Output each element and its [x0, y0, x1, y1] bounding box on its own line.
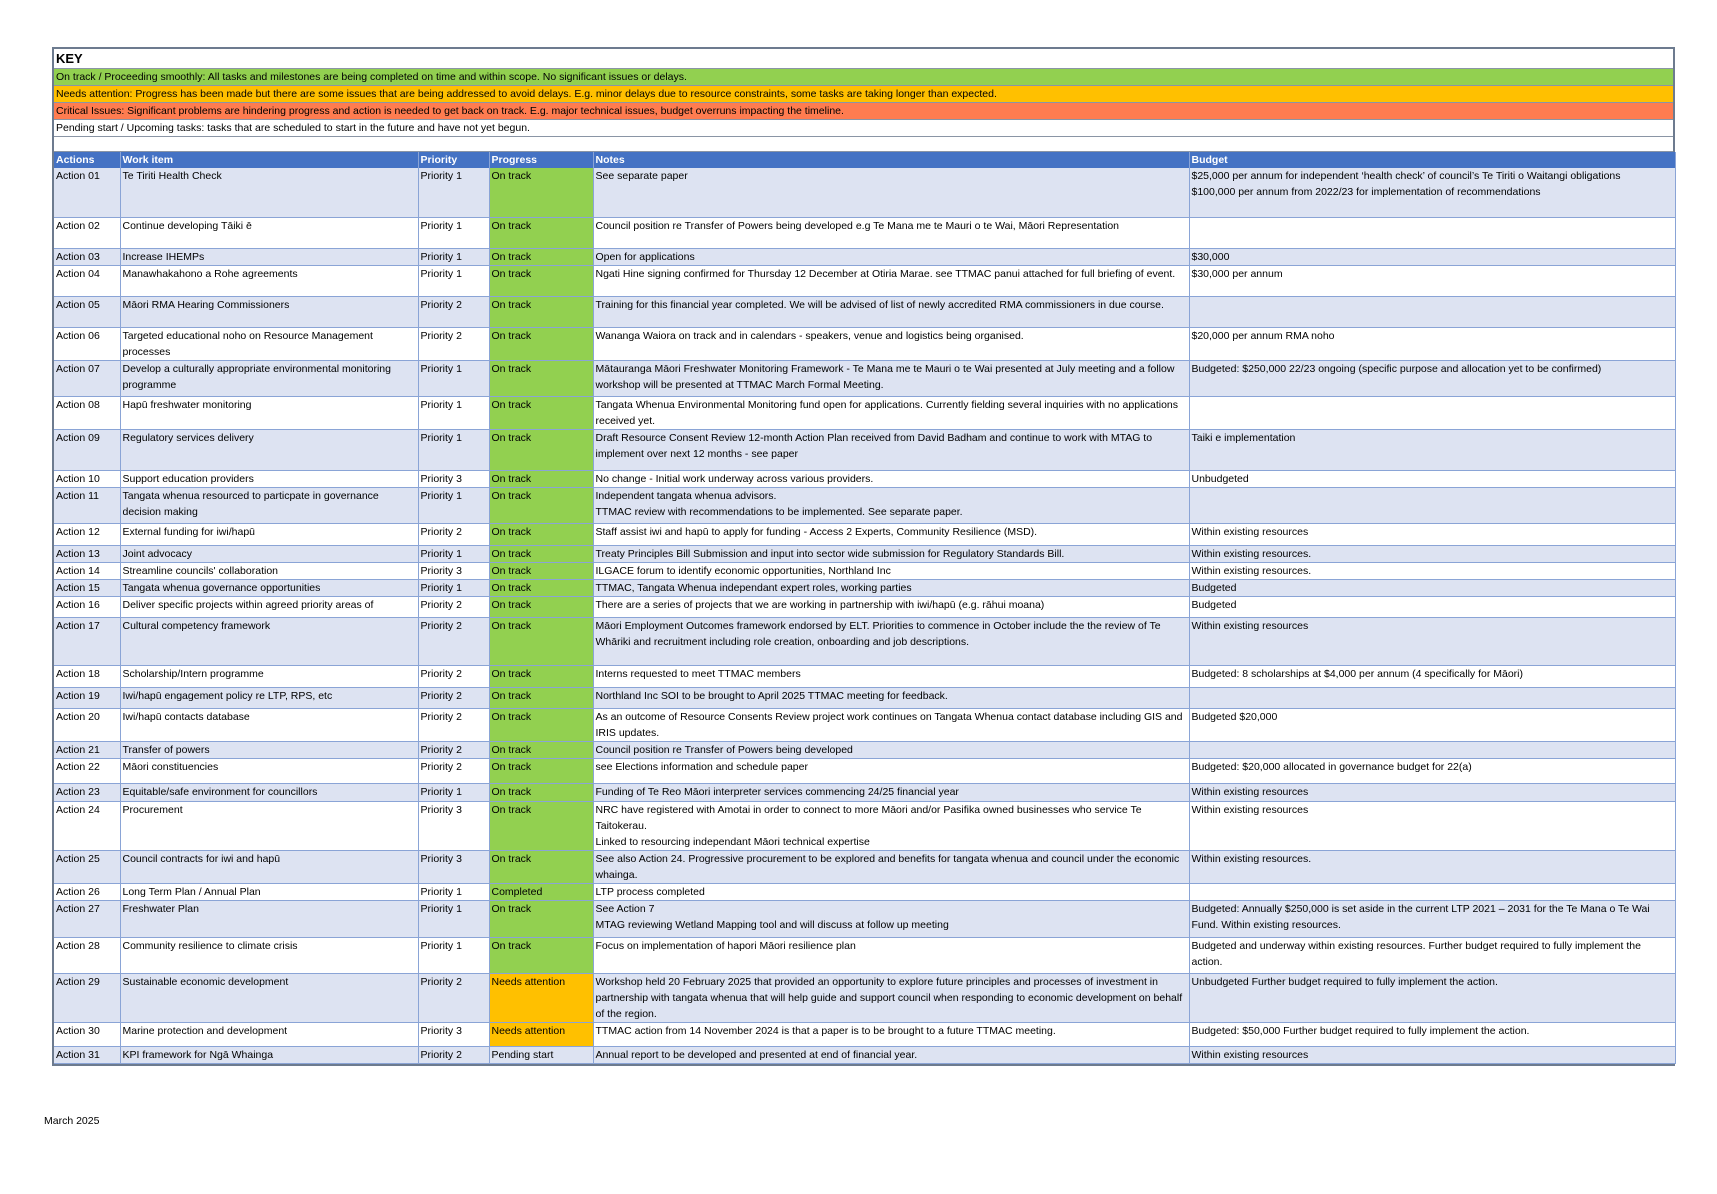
cell-work: Te Tiriti Health Check [120, 168, 418, 217]
cell-budget: Budgeted: $50,000 Further budget required to fully implement the action. [1189, 1022, 1675, 1046]
cell-work: Council contracts for iwi and hapū [120, 850, 418, 883]
cell-work: Transfer of powers [120, 741, 418, 758]
cell-action: Action 17 [54, 617, 120, 665]
cell-work: Regulatory services delivery [120, 429, 418, 470]
cell-progress: On track [489, 360, 593, 396]
table-row [54, 296, 1675, 327]
table-row [54, 1046, 1675, 1063]
cell-priority: Priority 2 [418, 741, 489, 758]
cell-priority: Priority 1 [418, 545, 489, 562]
table-row [54, 562, 1675, 579]
column-header: Budget [1189, 152, 1675, 168]
cell-action: Action 02 [54, 217, 120, 248]
cell-work: Freshwater Plan [120, 900, 418, 937]
cell-action: Action 30 [54, 1022, 120, 1046]
cell-action: Action 12 [54, 523, 120, 545]
cell-priority: Priority 2 [418, 296, 489, 327]
cell-priority: Priority 2 [418, 327, 489, 360]
cell-notes: Northland Inc SOI to be brought to April 2025 TTMAC meeting for feedback. [593, 687, 1189, 708]
cell-work: Sustainable economic development [120, 973, 418, 1022]
cell-progress: On track [489, 429, 593, 470]
cell-action: Action 06 [54, 327, 120, 360]
column-header: Actions [54, 152, 120, 168]
table-row [54, 360, 1675, 396]
cell-progress: On track [489, 850, 593, 883]
table-row [54, 168, 1675, 217]
status-report [52, 47, 1675, 1066]
cell-action: Action 24 [54, 801, 120, 850]
cell-budget [1189, 687, 1675, 708]
cell-progress: On track [489, 665, 593, 687]
cell-work: Targeted educational noho on Resource Management processes [120, 327, 418, 360]
cell-action: Action 26 [54, 883, 120, 900]
cell-progress: Needs attention [489, 973, 593, 1022]
cell-work: Deliver specific projects within agreed priority areas of [120, 596, 418, 617]
cell-notes: Open for applications [593, 248, 1189, 265]
cell-priority: Priority 1 [418, 168, 489, 217]
cell-budget [1189, 217, 1675, 248]
cell-notes: see Elections information and schedule paper [593, 758, 1189, 783]
cell-notes: Treaty Principles Bill Submission and input into sector wide submission for Regulatory Standards Bill. [593, 545, 1189, 562]
cell-budget: Budgeted: Annually $250,000 is set aside in the current LTP 2021 – 2031 for the Te Mana o Te Wai Fund. Within existing resources. [1189, 900, 1675, 937]
cell-priority: Priority 1 [418, 429, 489, 470]
cell-budget: Budgeted: $250,000 22/23 ongoing (specific purpose and allocation yet to be confirmed) [1189, 360, 1675, 396]
cell-action: Action 11 [54, 487, 120, 523]
cell-work: Tangata whenua resourced to particpate in governance decision making [120, 487, 418, 523]
cell-action: Action 21 [54, 741, 120, 758]
cell-progress: On track [489, 168, 593, 217]
cell-notes: There are a series of projects that we are working in partnership with iwi/hapū (e.g. rāhui moana) [593, 596, 1189, 617]
cell-notes: Māori Employment Outcomes framework endorsed by ELT. Priorities to commence in October include the the review of Te Whāriki and recruitment including role creation, onboarding and job descriptions. [593, 617, 1189, 665]
cell-budget: Budgeted [1189, 596, 1675, 617]
cell-budget: $20,000 per annum RMA noho [1189, 327, 1675, 360]
table-header-row [54, 152, 1675, 168]
key-item: On track / Proceeding smoothly: All tasks and milestones are being completed on time and within scope. No significant issues or delays. [54, 69, 1673, 86]
cell-action: Action 25 [54, 850, 120, 883]
table-row [54, 470, 1675, 487]
cell-action: Action 20 [54, 708, 120, 741]
cell-budget: Within existing resources. [1189, 562, 1675, 579]
cell-work: Cultural competency framework [120, 617, 418, 665]
cell-budget: Within existing resources [1189, 801, 1675, 850]
cell-priority: Priority 1 [418, 217, 489, 248]
cell-notes: Council position re Transfer of Powers being developed [593, 741, 1189, 758]
cell-notes: Council position re Transfer of Powers being developed e.g Te Mana me te Mauri o te Wai, Māori Representation [593, 217, 1189, 248]
table-row [54, 523, 1675, 545]
cell-notes: Ngati Hine signing confirmed for Thursday 12 December at Otiria Marae. see TTMAC panui attached for full briefing of event. [593, 265, 1189, 296]
column-header: Progress [489, 152, 593, 168]
cell-notes: LTP process completed [593, 883, 1189, 900]
cell-budget: Unbudgeted Further budget required to fully implement the action. [1189, 973, 1675, 1022]
cell-budget: Budgeted [1189, 579, 1675, 596]
cell-action: Action 18 [54, 665, 120, 687]
cell-notes: Annual report to be developed and presented at end of financial year. [593, 1046, 1189, 1063]
cell-work: KPI framework for Ngā Whainga [120, 1046, 418, 1063]
table-row [54, 687, 1675, 708]
table-row [54, 248, 1675, 265]
cell-budget: Within existing resources [1189, 617, 1675, 665]
cell-work: Iwi/hapū engagement policy re LTP, RPS, etc [120, 687, 418, 708]
cell-progress: Completed [489, 883, 593, 900]
cell-action: Action 07 [54, 360, 120, 396]
cell-budget: Budgeted: 8 scholarships at $4,000 per annum (4 specifically for Māori) [1189, 665, 1675, 687]
cell-work: Streamline councils' collaboration [120, 562, 418, 579]
cell-work: Equitable/safe environment for councillors [120, 783, 418, 801]
cell-progress: On track [489, 396, 593, 429]
cell-progress: On track [489, 617, 593, 665]
cell-work: Marine protection and development [120, 1022, 418, 1046]
key-legend [54, 69, 1673, 137]
table-row [54, 487, 1675, 523]
cell-notes: NRC have registered with Amotai in order to connect to more Māori and/or Pasifika owned businesses who service Te Taitokerau. Linked to resourcing independant Māori technical expertise [593, 801, 1189, 850]
table-row [54, 617, 1675, 665]
spacer-row [54, 137, 1673, 152]
key-item: Pending start / Upcoming tasks: tasks that are scheduled to start in the future and have not yet begun. [54, 120, 1673, 137]
cell-priority: Priority 2 [418, 596, 489, 617]
table-row [54, 545, 1675, 562]
cell-priority: Priority 1 [418, 396, 489, 429]
cell-notes: TTMAC, Tangata Whenua independant expert roles, working parties [593, 579, 1189, 596]
cell-action: Action 15 [54, 579, 120, 596]
cell-progress: On track [489, 579, 593, 596]
cell-progress: On track [489, 265, 593, 296]
cell-priority: Priority 2 [418, 687, 489, 708]
cell-priority: Priority 1 [418, 487, 489, 523]
cell-notes: Tangata Whenua Environmental Monitoring fund open for applications. Currently fielding several inquiries with no applications received yet. [593, 396, 1189, 429]
table-row [54, 1022, 1675, 1046]
cell-priority: Priority 2 [418, 617, 489, 665]
cell-notes: Interns requested to meet TTMAC members [593, 665, 1189, 687]
cell-progress: On track [489, 801, 593, 850]
cell-work: Long Term Plan / Annual Plan [120, 883, 418, 900]
cell-priority: Priority 3 [418, 470, 489, 487]
table-row [54, 900, 1675, 937]
cell-action: Action 04 [54, 265, 120, 296]
cell-budget: Within existing resources. [1189, 545, 1675, 562]
cell-budget: $30,000 [1189, 248, 1675, 265]
cell-priority: Priority 2 [418, 523, 489, 545]
cell-notes: As an outcome of Resource Consents Review project work continues on Tangata Whenua contact database including GIS and IRIS updates. [593, 708, 1189, 741]
cell-work: Tangata whenua governance opportunities [120, 579, 418, 596]
table-body [54, 168, 1675, 1063]
cell-priority: Priority 2 [418, 973, 489, 1022]
cell-progress: On track [489, 248, 593, 265]
cell-action: Action 29 [54, 973, 120, 1022]
cell-progress: On track [489, 523, 593, 545]
cell-work: Increase IHEMPs [120, 248, 418, 265]
cell-work: Procurement [120, 801, 418, 850]
cell-action: Action 23 [54, 783, 120, 801]
cell-priority: Priority 3 [418, 801, 489, 850]
cell-progress: On track [489, 900, 593, 937]
cell-budget [1189, 487, 1675, 523]
cell-work: Community resilience to climate crisis [120, 937, 418, 973]
table-row [54, 850, 1675, 883]
table-row [54, 801, 1675, 850]
cell-notes: Independent tangata whenua advisors. TTMAC review with recommendations to be implemented. See separate paper. [593, 487, 1189, 523]
cell-budget [1189, 296, 1675, 327]
cell-work: Iwi/hapū contacts database [120, 708, 418, 741]
cell-progress: On track [489, 937, 593, 973]
cell-work: Māori RMA Hearing Commissioners [120, 296, 418, 327]
cell-work: Manawhakahono a Rohe agreements [120, 265, 418, 296]
cell-action: Action 10 [54, 470, 120, 487]
column-header: Notes [593, 152, 1189, 168]
cell-action: Action 14 [54, 562, 120, 579]
cell-progress: On track [489, 545, 593, 562]
cell-priority: Priority 2 [418, 665, 489, 687]
table-row [54, 265, 1675, 296]
cell-progress: On track [489, 217, 593, 248]
cell-action: Action 09 [54, 429, 120, 470]
table-row [54, 327, 1675, 360]
table-row [54, 579, 1675, 596]
cell-work: Support education providers [120, 470, 418, 487]
cell-notes: Focus on implementation of hapori Māori resilience plan [593, 937, 1189, 973]
cell-priority: Priority 2 [418, 758, 489, 783]
cell-progress: On track [489, 296, 593, 327]
cell-action: Action 19 [54, 687, 120, 708]
cell-progress: On track [489, 327, 593, 360]
cell-progress: On track [489, 758, 593, 783]
cell-budget: Within existing resources [1189, 523, 1675, 545]
cell-progress: On track [489, 741, 593, 758]
cell-notes: Draft Resource Consent Review 12-month Action Plan received from David Badham and continue to work with MTAG to implement over next 12 months - see paper [593, 429, 1189, 470]
table-row [54, 883, 1675, 900]
cell-work: Continue developing Tāiki ē [120, 217, 418, 248]
cell-work: Māori constituencies [120, 758, 418, 783]
table-row [54, 217, 1675, 248]
table-row [54, 783, 1675, 801]
cell-work: Joint advocacy [120, 545, 418, 562]
cell-work: Scholarship/Intern programme [120, 665, 418, 687]
cell-priority: Priority 2 [418, 1046, 489, 1063]
cell-budget: Within existing resources [1189, 1046, 1675, 1063]
cell-action: Action 03 [54, 248, 120, 265]
cell-priority: Priority 1 [418, 783, 489, 801]
cell-priority: Priority 1 [418, 883, 489, 900]
cell-budget: $30,000 per annum [1189, 265, 1675, 296]
cell-priority: Priority 1 [418, 579, 489, 596]
footer-date: March 2025 [44, 1115, 100, 1127]
cell-budget: Budgeted and underway within existing resources. Further budget required to fully implement the action. [1189, 937, 1675, 973]
cell-work: External funding for iwi/hapū [120, 523, 418, 545]
cell-action: Action 31 [54, 1046, 120, 1063]
cell-notes: See Action 7 MTAG reviewing Wetland Mapping tool and will discuss at follow up meeting [593, 900, 1189, 937]
cell-budget: Within existing resources [1189, 783, 1675, 801]
column-header: Priority [418, 152, 489, 168]
cell-priority: Priority 3 [418, 1022, 489, 1046]
cell-action: Action 22 [54, 758, 120, 783]
table-row [54, 429, 1675, 470]
cell-budget [1189, 883, 1675, 900]
cell-progress: Pending start [489, 1046, 593, 1063]
table-row [54, 741, 1675, 758]
cell-budget: $25,000 per annum for independent ‘health check’ of council’s Te Tiriti o Waitangi obligations $100,000 per annum from 2022/23 for implementation of recommendations [1189, 168, 1675, 217]
cell-progress: On track [489, 470, 593, 487]
cell-priority: Priority 2 [418, 708, 489, 741]
actions-table [54, 152, 1676, 1064]
key-item: Critical Issues: Significant problems are hindering progress and action is needed to get back on track. E.g. major technical issues, budget overruns impacting the timeline. [54, 103, 1673, 120]
cell-budget [1189, 741, 1675, 758]
cell-priority: Priority 1 [418, 900, 489, 937]
cell-notes: No change - Initial work underway across various providers. [593, 470, 1189, 487]
cell-notes: Funding of Te Reo Māori interpreter services commencing 24/25 financial year [593, 783, 1189, 801]
cell-progress: Needs attention [489, 1022, 593, 1046]
cell-notes: Wananga Waiora on track and in calendars - speakers, venue and logistics being organised. [593, 327, 1189, 360]
cell-action: Action 28 [54, 937, 120, 973]
table-row [54, 396, 1675, 429]
cell-action: Action 01 [54, 168, 120, 217]
cell-notes: Workshop held 20 February 2025 that provided an opportunity to explore future principles and processes of investment in partnership with tangata whenua that will help guide and support council when responding to economic development on behalf of the region. [593, 973, 1189, 1022]
cell-progress: On track [489, 562, 593, 579]
cell-progress: On track [489, 687, 593, 708]
cell-notes: See also Action 24. Progressive procurement to be explored and benefits for tangata whenua and council under the economic whainga. [593, 850, 1189, 883]
cell-action: Action 27 [54, 900, 120, 937]
table-row [54, 758, 1675, 783]
table-row [54, 937, 1675, 973]
cell-budget: Within existing resources. [1189, 850, 1675, 883]
key-item: Needs attention: Progress has been made but there are some issues that are being addressed to avoid delays. E.g. minor delays due to resource constraints, some tasks are taking longer than expected. [54, 86, 1673, 103]
cell-priority: Priority 1 [418, 248, 489, 265]
cell-work: Develop a culturally appropriate environmental monitoring programme [120, 360, 418, 396]
cell-action: Action 13 [54, 545, 120, 562]
cell-notes: TTMAC action from 14 November 2024 is that a paper is to be brought to a future TTMAC meeting. [593, 1022, 1189, 1046]
cell-progress: On track [489, 708, 593, 741]
table-row [54, 973, 1675, 1022]
table-row [54, 596, 1675, 617]
cell-work: Hapū freshwater monitoring [120, 396, 418, 429]
cell-priority: Priority 1 [418, 360, 489, 396]
key-title: KEY [54, 49, 1673, 69]
cell-notes: Staff assist iwi and hapū to apply for funding - Access 2 Experts, Community Resilience (MSD). [593, 523, 1189, 545]
cell-notes: See separate paper [593, 168, 1189, 217]
cell-action: Action 08 [54, 396, 120, 429]
cell-priority: Priority 3 [418, 850, 489, 883]
cell-budget: Taiki e implementation [1189, 429, 1675, 470]
cell-notes: Training for this financial year completed. We will be advised of list of newly accredited RMA commissioners in due course. [593, 296, 1189, 327]
cell-progress: On track [489, 783, 593, 801]
column-header: Work item [120, 152, 418, 168]
cell-priority: Priority 3 [418, 562, 489, 579]
cell-budget: Unbudgeted [1189, 470, 1675, 487]
table-row [54, 665, 1675, 687]
cell-action: Action 16 [54, 596, 120, 617]
cell-priority: Priority 1 [418, 937, 489, 973]
table-row [54, 708, 1675, 741]
cell-budget [1189, 396, 1675, 429]
cell-progress: On track [489, 487, 593, 523]
cell-budget: Budgeted $20,000 [1189, 708, 1675, 741]
cell-priority: Priority 1 [418, 265, 489, 296]
cell-progress: On track [489, 596, 593, 617]
cell-budget: Budgeted: $20,000 allocated in governance budget for 22(a) [1189, 758, 1675, 783]
cell-action: Action 05 [54, 296, 120, 327]
cell-notes: Mātauranga Māori Freshwater Monitoring Framework - Te Mana me te Mauri o te Wai presented at July meeting and a follow workshop will be presented at TTMAC March Formal Meeting. [593, 360, 1189, 396]
cell-notes: ILGACE forum to identify economic opportunities, Northland Inc [593, 562, 1189, 579]
